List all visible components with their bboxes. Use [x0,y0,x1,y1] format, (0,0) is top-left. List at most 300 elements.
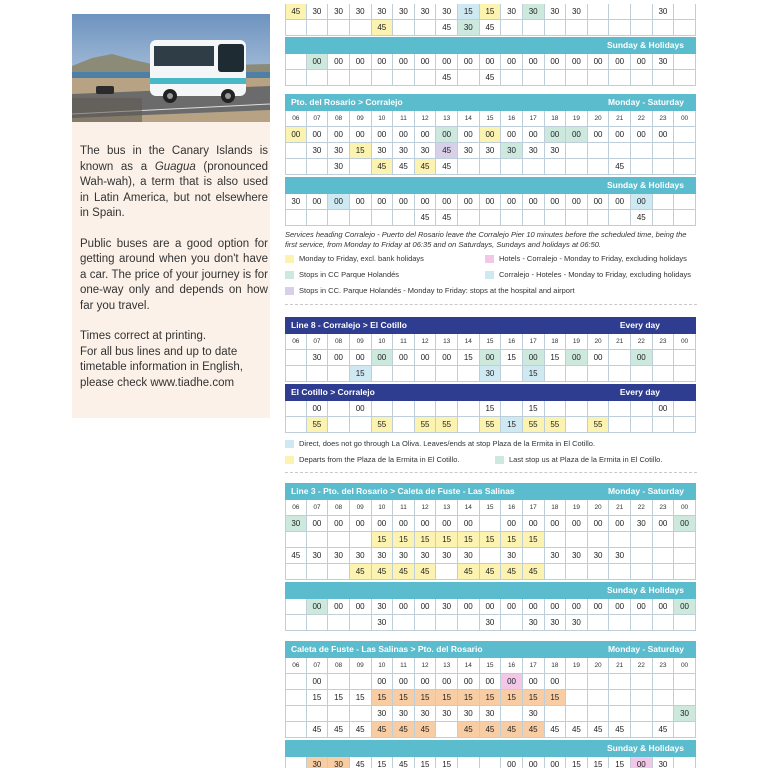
hour-cell: 06 [285,334,307,350]
time-cell: 15 [588,757,610,768]
time-cell: 15 [458,350,480,366]
table-days: Every day [619,320,660,330]
time-cell [609,532,631,548]
time-cell [328,210,350,226]
hour-cell: 17 [523,500,545,516]
time-cell: 00 [545,127,567,143]
time-cell [350,159,372,175]
time-cell [674,615,696,631]
time-cell: 15 [501,690,523,706]
hour-cell: 12 [415,111,437,127]
hour-cell: 13 [436,500,458,516]
time-cell [588,159,610,175]
time-cell: 00 [285,127,307,143]
time-cell [653,564,675,580]
time-cell: 30 [350,4,372,20]
hour-cell: 14 [458,111,480,127]
time-cell: 45 [436,159,458,175]
time-cell [674,722,696,738]
time-cell [350,615,372,631]
hour-cell: 11 [393,658,415,674]
time-cell [328,401,350,417]
time-cell: 00 [328,516,350,532]
time-cell: 45 [436,210,458,226]
time-cell: 00 [480,54,502,70]
legend-swatch [285,456,294,464]
sunday-header [285,177,696,194]
time-cell: 30 [372,548,394,564]
time-cell: 15 [350,690,372,706]
time-cell [328,20,350,36]
time-cell [393,615,415,631]
time-cell: 00 [436,674,458,690]
info-sidebar [72,14,270,418]
time-cell [458,159,480,175]
legend-item [495,455,662,464]
time-cell: 00 [588,599,610,615]
public-bus-paragraph: Public buses are a good option for getting around when you don't have a car. The price of your journey is for one-way only and depends on how far you travel. [80,237,268,312]
time-cell: 30 [631,516,653,532]
time-cell: 00 [393,127,415,143]
time-cell: 15 [501,532,523,548]
time-cell [285,564,307,580]
hour-cell: 16 [501,111,523,127]
time-cell [609,70,631,86]
time-cell: 30 [566,615,588,631]
time-cell: 30 [350,548,372,564]
time-cell [393,210,415,226]
time-cell: 15 [436,757,458,768]
time-cell [285,532,307,548]
time-cell: 15 [372,532,394,548]
table-header-caleta-rosario [285,641,696,658]
hour-cell: 15 [480,111,502,127]
time-cell: 45 [480,20,502,36]
time-cell: 30 [523,143,545,159]
legend-label: Corralejo - Hoteles - Monday to Friday, excluding holidays [499,270,692,279]
time-cell [372,366,394,382]
time-cell: 00 [328,350,350,366]
time-cell [285,54,307,70]
time-cell [501,401,523,417]
timetable-note: Times correct at printing. For all bus lines and up to date timetable information in English, please check www.tiadhe.com [80,330,243,389]
time-cell: 15 [372,690,394,706]
time-cell [674,159,696,175]
time-cell [436,722,458,738]
hour-cell: 23 [653,111,675,127]
time-cell: 00 [566,54,588,70]
legend-item [285,455,495,464]
legend-label: Hotels - Corralejo - Monday to Friday, excluding holidays [499,254,687,263]
time-cell [566,532,588,548]
hour-cell: 15 [480,500,502,516]
time-cell [674,54,696,70]
time-cell [285,722,307,738]
time-cell: 00 [566,599,588,615]
time-cell [328,366,350,382]
time-cell [350,706,372,722]
time-cell [631,20,653,36]
time-cell [566,706,588,722]
hour-cell: 16 [501,334,523,350]
time-cell: 30 [307,757,329,768]
time-cell [307,159,329,175]
time-cell [588,366,610,382]
time-cell: 00 [307,674,329,690]
time-cell: 15 [480,401,502,417]
table-title: Caleta de Fuste - Las Salinas > Pto. del Rosario [291,644,483,654]
time-cell [674,548,696,564]
hour-cell: 16 [501,500,523,516]
time-cell [653,350,675,366]
time-cell: 45 [415,159,437,175]
time-cell: 00 [588,350,610,366]
time-cell: 00 [307,194,329,210]
time-cell [566,690,588,706]
time-cell [609,615,631,631]
time-cell: 30 [285,516,307,532]
time-cell: 15 [458,4,480,20]
time-cell: 30 [415,706,437,722]
time-cell [631,366,653,382]
time-cell: 30 [458,20,480,36]
time-cell: 30 [588,548,610,564]
table-title: Line 8 - Corralejo > El Cotillo [291,320,407,330]
time-cell [501,159,523,175]
time-cell: 00 [501,516,523,532]
time-cell: 30 [285,194,307,210]
legend-item [485,270,691,279]
time-cell [674,674,696,690]
time-cell: 45 [393,722,415,738]
timetable-row [285,599,696,615]
hour-cell: 22 [631,500,653,516]
time-cell: 55 [480,417,502,433]
time-cell [545,532,567,548]
time-cell: 30 [372,706,394,722]
time-cell: 00 [631,127,653,143]
time-cell: 30 [545,548,567,564]
time-cell [674,70,696,86]
time-cell: 00 [523,127,545,143]
time-cell [588,564,610,580]
time-cell: 00 [393,54,415,70]
hour-header-row [285,500,696,516]
time-cell: 00 [350,401,372,417]
hour-header-row [285,658,696,674]
time-cell [653,615,675,631]
time-cell: 30 [328,757,350,768]
time-cell: 30 [545,143,567,159]
time-cell: 00 [350,599,372,615]
timetable-row [285,516,696,532]
time-cell [609,366,631,382]
section-divider [285,472,697,473]
time-cell [588,4,610,20]
time-cell [328,417,350,433]
time-cell [674,20,696,36]
time-cell: 00 [501,127,523,143]
time-cell: 00 [653,599,675,615]
time-cell [631,722,653,738]
legend-swatch [285,440,294,448]
time-cell [609,674,631,690]
time-cell: 45 [458,722,480,738]
time-cell: 45 [350,722,372,738]
time-cell [285,350,307,366]
time-cell [350,70,372,86]
time-cell: 00 [631,194,653,210]
time-cell [501,20,523,36]
time-cell: 00 [523,674,545,690]
time-cell [566,20,588,36]
time-cell: 45 [436,70,458,86]
time-cell: 00 [631,757,653,768]
time-cell: 00 [328,54,350,70]
time-cell: 30 [480,706,502,722]
hour-cell: 18 [545,334,567,350]
time-cell [609,350,631,366]
time-cell: 30 [307,4,329,20]
hour-cell: 06 [285,111,307,127]
time-cell: 30 [609,548,631,564]
guagua-paragraph: The bus in the Canary Islands is known as a Guagua (pronounced Wah-wah), a term that is also used in Latin America, but not elsewhere in Spain. [80,145,268,219]
time-cell: 00 [545,194,567,210]
sunday-header [285,37,696,54]
time-cell: 45 [285,548,307,564]
time-cell [307,532,329,548]
time-cell [393,366,415,382]
hour-cell: 19 [566,334,588,350]
time-cell: 15 [415,532,437,548]
time-cell [458,401,480,417]
time-cell: 30 [328,159,350,175]
time-cell: 30 [523,4,545,20]
table-days: Monday - Saturday [607,644,684,654]
hour-cell: 20 [588,111,610,127]
time-cell [328,70,350,86]
time-cell: 00 [501,757,523,768]
time-cell [674,4,696,20]
time-cell: 00 [458,599,480,615]
timetable-row [285,210,696,226]
time-cell [674,757,696,768]
time-cell [458,70,480,86]
time-cell [588,20,610,36]
time-cell [307,706,329,722]
hour-cell: 20 [588,500,610,516]
time-cell [631,564,653,580]
time-cell [674,350,696,366]
time-cell: 55 [307,417,329,433]
time-cell: 15 [415,690,437,706]
time-cell [609,417,631,433]
time-cell [285,159,307,175]
time-cell: 00 [653,401,675,417]
time-cell [545,564,567,580]
legend-swatch [485,271,494,279]
time-cell [523,70,545,86]
time-cell [307,210,329,226]
table-title: Pto. del Rosario > Corralejo [291,97,403,107]
legend-row [285,454,697,465]
time-cell: 00 [458,54,480,70]
time-cell: 00 [501,599,523,615]
time-cell: 55 [588,417,610,433]
time-cell [674,210,696,226]
section-divider [285,304,697,305]
hour-cell: 06 [285,658,307,674]
time-cell: 15 [372,757,394,768]
time-cell: 30 [393,548,415,564]
time-cell: 00 [545,599,567,615]
timetable-row [285,4,696,20]
time-cell: 00 [545,757,567,768]
table-days: Sunday & Holidays [607,180,684,190]
time-cell: 30 [545,615,567,631]
time-cell: 30 [501,143,523,159]
time-cell: 00 [674,516,696,532]
hour-cell: 09 [350,334,372,350]
timetable-row [285,127,696,143]
time-cell [545,706,567,722]
hour-cell: 19 [566,111,588,127]
time-cell [566,674,588,690]
time-cell: 30 [501,548,523,564]
time-cell: 00 [501,674,523,690]
time-cell: 00 [566,350,588,366]
time-cell [285,401,307,417]
time-cell: 45 [609,722,631,738]
time-cell: 30 [436,4,458,20]
time-cell [588,532,610,548]
time-cell [566,417,588,433]
time-cell: 15 [393,690,415,706]
hour-cell: 18 [545,500,567,516]
time-cell: 30 [372,143,394,159]
timetable-row [285,401,696,417]
time-cell [588,210,610,226]
time-cell: 00 [588,127,610,143]
hour-cell: 12 [415,500,437,516]
time-cell: 00 [372,127,394,143]
time-cell: 30 [436,599,458,615]
legend-swatch [485,255,494,263]
time-cell [285,674,307,690]
legend-item [285,286,575,295]
time-cell [480,210,502,226]
time-cell: 00 [609,599,631,615]
time-cell [545,401,567,417]
time-cell [653,20,675,36]
legend-item [285,439,595,448]
hour-cell: 08 [328,111,350,127]
time-cell [328,532,350,548]
legend-label: Stops in CC Parque Holandés [299,270,400,279]
time-cell [674,417,696,433]
time-cell: 30 [566,548,588,564]
hour-cell: 08 [328,500,350,516]
time-cell: 00 [609,516,631,532]
time-cell: 45 [372,159,394,175]
time-cell [285,20,307,36]
time-cell: 15 [436,532,458,548]
time-cell: 00 [328,599,350,615]
hour-cell: 21 [609,111,631,127]
time-cell: 45 [350,757,372,768]
hour-cell: 08 [328,334,350,350]
time-cell [393,70,415,86]
time-cell: 45 [328,722,350,738]
time-cell: 45 [436,143,458,159]
time-cell: 15 [480,532,502,548]
time-cell [501,615,523,631]
time-cell: 00 [501,54,523,70]
time-cell: 00 [523,599,545,615]
time-cell: 30 [480,615,502,631]
time-cell: 45 [415,210,437,226]
hour-cell: 13 [436,334,458,350]
legend-row [285,253,697,264]
hour-cell: 17 [523,334,545,350]
time-cell [653,210,675,226]
time-cell [566,143,588,159]
time-cell: 00 [631,599,653,615]
hour-cell: 11 [393,334,415,350]
legend-row [285,269,697,280]
time-cell: 45 [436,20,458,36]
time-cell: 00 [350,350,372,366]
time-cell: 15 [545,690,567,706]
time-cell [458,757,480,768]
time-cell: 30 [653,757,675,768]
time-cell [523,548,545,564]
table-days: Every day [619,387,660,397]
time-cell: 45 [307,722,329,738]
time-cell [545,159,567,175]
timetable-row [285,532,696,548]
time-cell: 15 [523,366,545,382]
time-cell: 00 [436,54,458,70]
hour-cell: 06 [285,500,307,516]
table-days: Monday - Saturday [607,97,684,107]
time-cell: 30 [307,350,329,366]
hour-cell: 07 [307,334,329,350]
time-cell: 30 [307,548,329,564]
time-cell: 00 [480,194,502,210]
time-cell: 00 [631,54,653,70]
time-cell [653,690,675,706]
time-cell: 30 [415,143,437,159]
time-cell [588,690,610,706]
time-cell [350,532,372,548]
time-cell: 00 [393,194,415,210]
time-cell [350,674,372,690]
legend-swatch [285,287,294,295]
time-cell [609,401,631,417]
time-cell: 00 [372,516,394,532]
time-cell [609,143,631,159]
time-cell [415,366,437,382]
hour-cell: 17 [523,111,545,127]
time-cell [307,70,329,86]
time-cell [350,417,372,433]
hour-cell: 13 [436,111,458,127]
time-cell [458,366,480,382]
time-cell: 00 [307,54,329,70]
time-cell: 15 [350,143,372,159]
time-cell: 00 [458,516,480,532]
